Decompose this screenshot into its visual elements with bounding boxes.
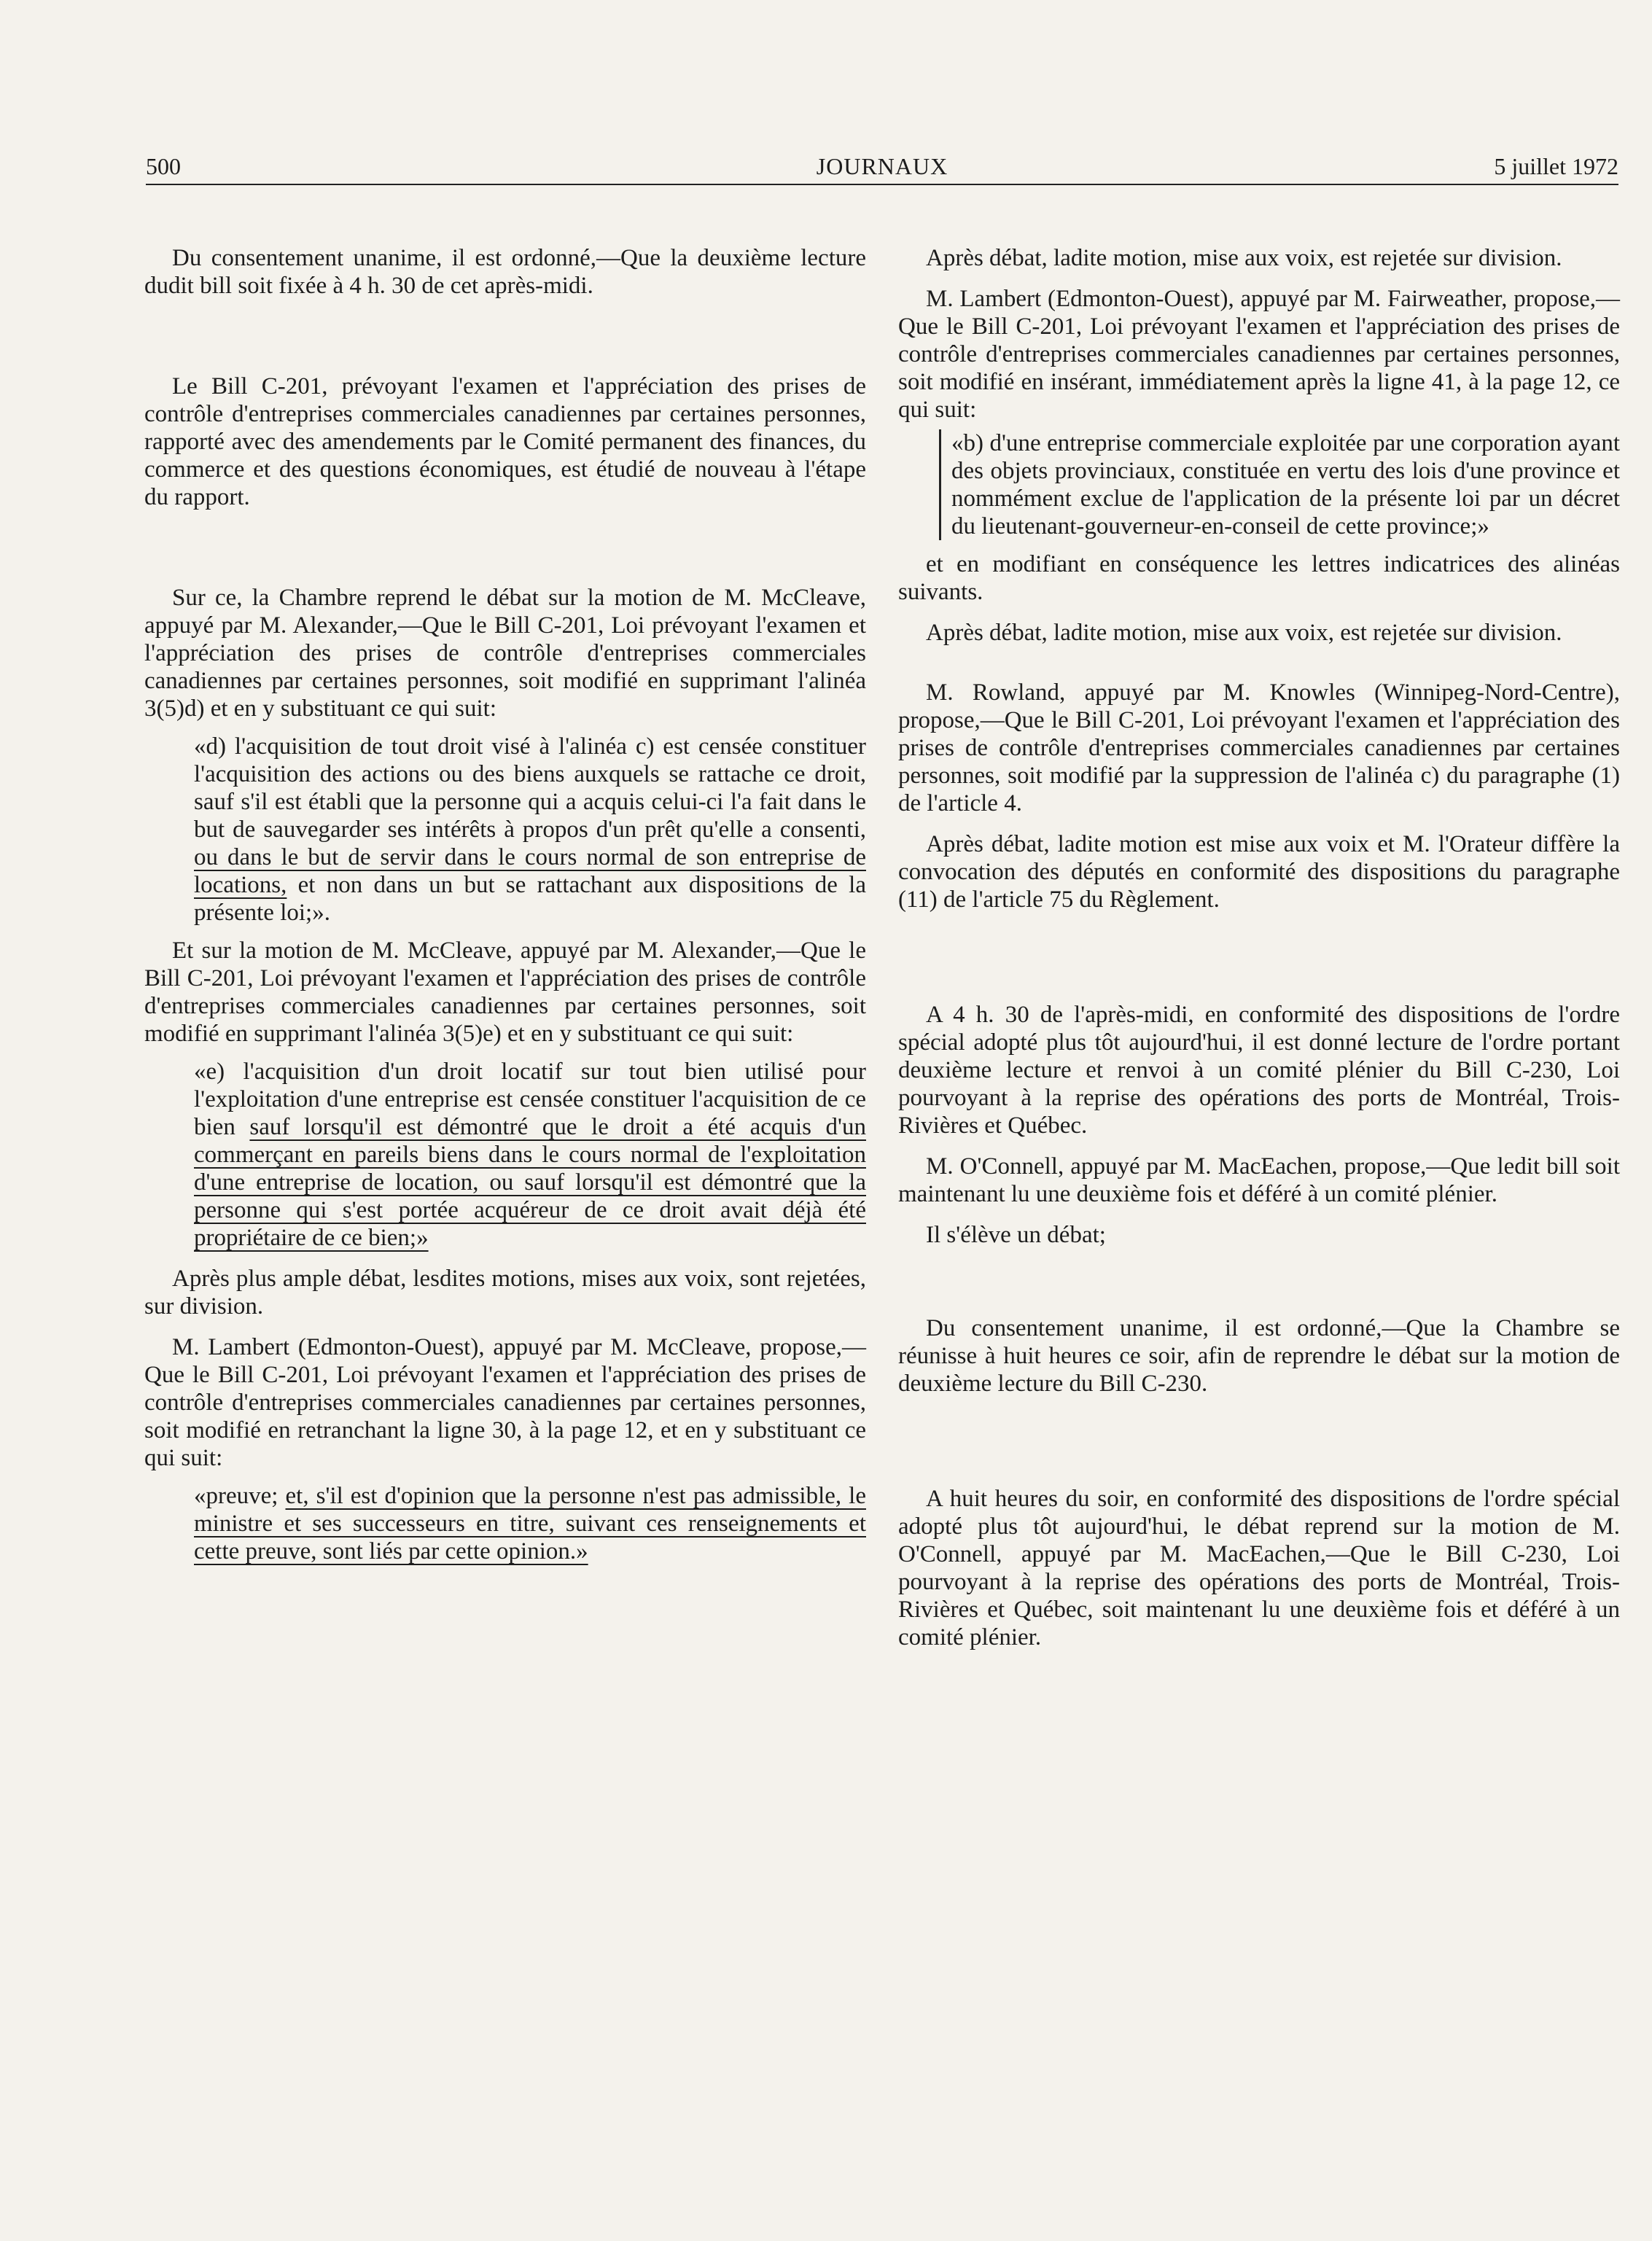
paragraph: M. Lambert (Edmonton-Ouest), appuyé par M. Fairweather, propose,—Que le Bill C-201, Loi prévoyant l'examen et l'appréciation des prises de contrôle d'entreprises commerciales canadiennes par certaines personnes, soit modifié en insérant, immédiatement après la ligne 41, à la page 12, ce qui suit: [898,286,1620,423]
paragraph: M. O'Connell, appuyé par M. MacEachen, propose,—Que ledit bill soit maintenant lu une deuxième fois et déféré à un comité plénier. [898,1153,1620,1207]
paragraph: Après débat, ladite motion, mise aux voix, est rejetée sur division. [926,245,1562,271]
paragraph: et en modifiant en conséquence les lettres indicatrices des alinéas suivants. [898,551,1620,605]
paragraph: Après débat, ladite motion, mise aux voix, est rejetée sur division. [926,620,1562,646]
paragraph: Sur ce, la Chambre reprend le débat sur la motion de M. McCleave, appuyé par M. Alexander,—Que le Bill C-201, Loi prévoyant l'examen et l'appréciation des prises de contrôle d'entreprises commerciales canadiennes par certaines personnes, soit modifié en supprimant l'alinéa 3(5)d) et en y substituant ce qui suit: [144,585,866,722]
paragraph: M. Lambert (Edmonton-Ouest), appuyé par M. McCleave, propose,—Que le Bill C-201, Loi prévoyant l'examen et l'appréciation des prises de contrôle d'entreprises commerciales canadiennes par certaines personnes, soit modifié en retranchant la ligne 30, à la page 12, et en y substituant ce qui suit: [144,1334,866,1471]
paragraph: Après débat, ladite motion est mise aux voix et M. l'Orateur diffère la convocation des députés en conformité des dispositions du paragraphe (11) de l'article 75 du Règlement. [898,831,1620,913]
paragraph: Après plus ample débat, lesdites motions, mises aux voix, sont rejetées, sur division. [144,1266,866,1320]
left-column [144,244,866,1565]
paragraph: Il s'élève un débat; [926,1222,1106,1248]
underlined-text: sauf lorsqu'il est démontré que le droit a été acquis d'un commerçant en pareils biens dans le cours normal de l'exploitation d'une entreprise de location, ou sauf lorsqu'il est démontré que la personne qui s'est portée acquéreur de ce droit avait déjà été propriétaire de ce bien;» [194,1114,867,1251]
paragraph: Du consentement unanime, il est ordonné,—Que la deuxième lecture dudit bill soit fixée à 4 h. 30 de cet après-midi. [144,245,866,299]
amendment-quote: «b) d'une entreprise commerciale exploitée par une corporation ayant des objets provinciaux, constituée en vertu des lois d'une province et nommément exclue de l'application de la présente loi par un décret du lieutenant-gouverneur-en-conseil de cette province;» [939,429,1620,540]
underlined-text: ou dans le but de servir dans le cours normal de son entreprise de locations, [194,844,866,898]
page-date: 5 juillet 1972 [1494,153,1618,179]
paragraph: A 4 h. 30 de l'après-midi, en conformité des dispositions de l'ordre spécial adopté plus tôt aujourd'hui, il est donné lecture de l'ordre portant deuxième lecture et renvoi à un comité plénier du Bill C-230, Loi pourvoyant à la reprise des opérations des ports de Montréal, Trois-Rivières et Québec. [898,1002,1620,1139]
amendment-quote: «e) l'acquisition d'un droit locatif sur tout bien utilisé pour l'exploitation d'une entreprise est censée constituer l'acquisition de ce bien sauf lorsqu'il est démontré que le droit a été acquis d'un commerçant en pareils biens dans le cours normal de l'exploitation d'une entreprise de location, ou sauf lorsqu'il est démontré que la personne qui s'est portée acquéreur de ce droit avait déjà été propriétaire de ce bien;» [194,1059,867,1251]
underlined-text: et, s'il est d'opinion que la personne n'est pas admissible, le ministre et ses successeurs en titre, suivant ces renseignements et cette preuve, sont liés par cette opinion.» [194,1483,866,1564]
journal-title: JOURNAUX [816,153,948,179]
paragraph: Du consentement unanime, il est ordonné,—Que la Chambre se réunisse à huit heures ce soir, afin de reprendre le débat sur la motion de deuxième lecture du Bill C-230. [898,1315,1620,1397]
page-number: 500 [146,153,181,179]
page-header [146,150,1618,185]
paragraph: A huit heures du soir, en conformité des dispositions de l'ordre spécial adopté plus tôt aujourd'hui, le débat reprend sur la motion de M. O'Connell, appuyé par M. MacEachen,—Que le Bill C-230, Loi pourvoyant à la reprise des opérations des ports de Montréal, Trois-Rivières et Québec, soit maintenant lu une deuxième fois et déféré à un comité plénier. [898,1486,1620,1650]
amendment-quote: «preuve; et, s'il est d'opinion que la personne n'est pas admissible, le ministre et ses successeurs en titre, suivant ces renseignements et cette preuve, sont liés par cette opinion.» [194,1483,866,1564]
amendment-quote: «d) l'acquisition de tout droit visé à l'alinéa c) est censée constituer l'acquisition des actions ou des biens auxquels se rattache ce droit, sauf s'il est établi que la personne qui a acquis celui-ci l'a fait dans le but de sauvegarder ses intérêts à propos d'un prêt qu'elle a consenti, ou dans le but de servir dans le cours normal de son entreprise de locations, et non dans un but se rattachant aux dispositions de la présente loi;». [194,733,866,926]
paragraph: M. Rowland, appuyé par M. Knowles (Winnipeg-Nord-Centre), propose,—Que le Bill C-201, Loi prévoyant l'examen et l'appréciation des prises de contrôle d'entreprises commerciales canadiennes par certaines personnes, soit modifié par la suppression de l'alinéa c) du paragraphe (1) de l'article 4. [898,679,1620,816]
paragraph: Et sur la motion de M. McCleave, appuyé par M. Alexander,—Que le Bill C-201, Loi prévoyant l'examen et l'appréciation des prises de contrôle d'entreprises commerciales canadiennes par certaines personnes, soit modifié en supprimant l'alinéa 3(5)e) et en y substituant ce qui suit: [144,938,866,1047]
paragraph: Le Bill C-201, prévoyant l'examen et l'appréciation des prises de contrôle d'entreprises commerciales canadiennes par certaines personnes, rapporté avec des amendements par le Comité permanent des finances, du commerce et des questions économiques, est étudié de nouveau à l'étape du rapport. [144,373,866,510]
right-column [898,244,1620,1651]
